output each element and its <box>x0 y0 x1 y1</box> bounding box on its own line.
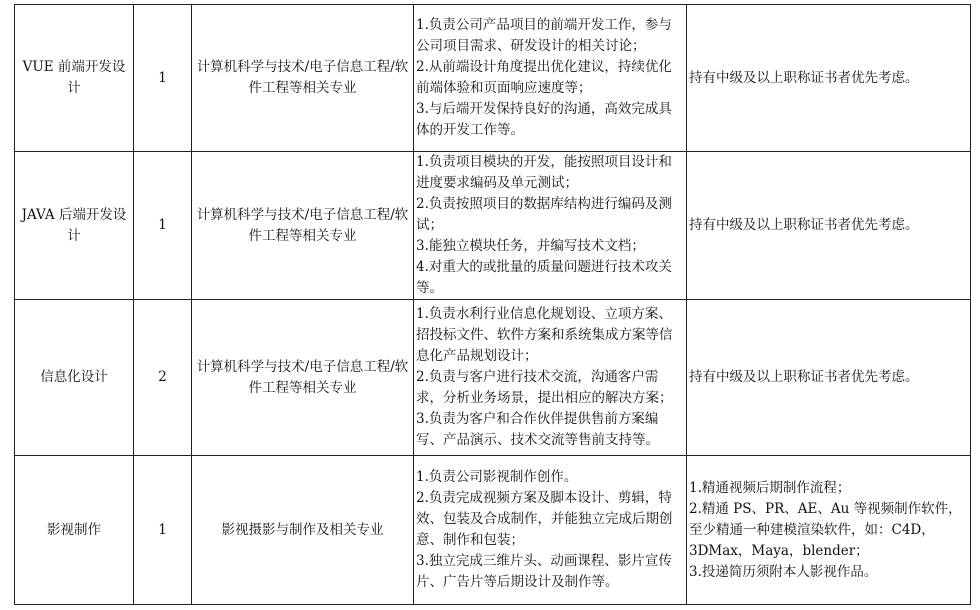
duties-cell <box>414 152 687 300</box>
requirement-line: 1.精通视频后期制作流程； <box>689 479 851 496</box>
duty-line: 2.负责与客户进行技术交流，沟通客户需求，分析业务场景，提出相应的解决方案； <box>416 369 673 406</box>
major-cell: 影视摄影与制作及相关专业 <box>192 456 414 605</box>
requirements-cell <box>687 5 971 152</box>
duty-line: 3.负责为客户和合作伙伴提供售前方案编写、产品演示、技术交流等售前支持等。 <box>416 411 659 448</box>
duty-line: 2.从前端设计角度提出优化建议，持续优化前端体验和页面响应速度等； <box>416 59 672 96</box>
requirements-cell <box>687 152 971 300</box>
requirements-cell <box>687 456 971 605</box>
table-row <box>15 456 971 605</box>
duty-line: 1.负责公司产品项目的前端开发工作，参与公司项目需求、研发设计的相关讨论； <box>416 17 672 54</box>
table-row <box>15 152 971 300</box>
major-cell: 计算机科学与技术/电子信息工程/软件工程等相关专业 <box>192 5 414 152</box>
duty-line: 2.负责按照项目的数据库结构进行编码及测试； <box>416 196 672 233</box>
duties-cell <box>414 456 687 605</box>
position-cell: 影视制作 <box>15 456 134 605</box>
position-cell: 信息化设计 <box>15 300 134 456</box>
duty-line: 1.负责水利行业信息化规划设、立项方案、招投标文件、软件方案和系统集成方案等信息化产品规划设计； <box>416 306 673 364</box>
table-row <box>15 300 971 456</box>
duties-cell <box>414 5 687 152</box>
requirements-cell <box>687 300 971 456</box>
requirement-line: 2.精通 PS、PR、AE、Au 等视频制作软件，至少精通一种建模渲染软件，如：C4D，3DMax，Maya，blender； <box>689 500 962 559</box>
duty-line: 3.独立完成三维片头、动画课程、影片宣传片、广告片等后期设计及制作等。 <box>416 553 672 590</box>
headcount-cell: 2 <box>134 300 192 456</box>
headcount-cell: 1 <box>134 456 192 605</box>
major-cell: 计算机科学与技术/电子信息工程/软件工程等相关专业 <box>192 300 414 456</box>
duty-line: 2.负责完成视频方案及脚本设计、剪辑，特效、包装及合成制作，并能独立完成后期创意、制作和包装； <box>416 490 673 548</box>
duty-line: 3.能独立模块任务，并编写技术文档； <box>416 238 645 254</box>
requirement-line: 3.投递简历须附本人影视作品。 <box>689 563 878 580</box>
requirement-line: 持有中级及以上职称证书者优先考虑。 <box>689 69 919 86</box>
position-cell: VUE 前端开发设计 <box>15 5 134 152</box>
duty-line: 1.负责项目模块的开发，能按照项目设计和进度要求编码及单元测试； <box>416 154 672 191</box>
headcount-cell: 1 <box>134 152 192 300</box>
duty-line: 3.与后端开发保持良好的沟通，高效完成具体的开发工作等。 <box>416 101 672 138</box>
job-table <box>14 4 971 605</box>
duty-line: 4.对重大的或批量的质量问题进行技术攻关等。 <box>416 259 672 296</box>
table-row <box>15 5 971 152</box>
duty-line: 1.负责公司影视制作创作。 <box>416 469 578 485</box>
major-cell: 计算机科学与技术/电子信息工程/软件工程等相关专业 <box>192 152 414 300</box>
requirement-line: 持有中级及以上职称证书者优先考虑。 <box>689 369 919 385</box>
requirement-line: 持有中级及以上职称证书者优先考虑。 <box>689 217 919 233</box>
duties-cell <box>414 300 687 456</box>
headcount-cell: 1 <box>134 5 192 152</box>
position-cell: JAVA 后端开发设计 <box>15 152 134 300</box>
